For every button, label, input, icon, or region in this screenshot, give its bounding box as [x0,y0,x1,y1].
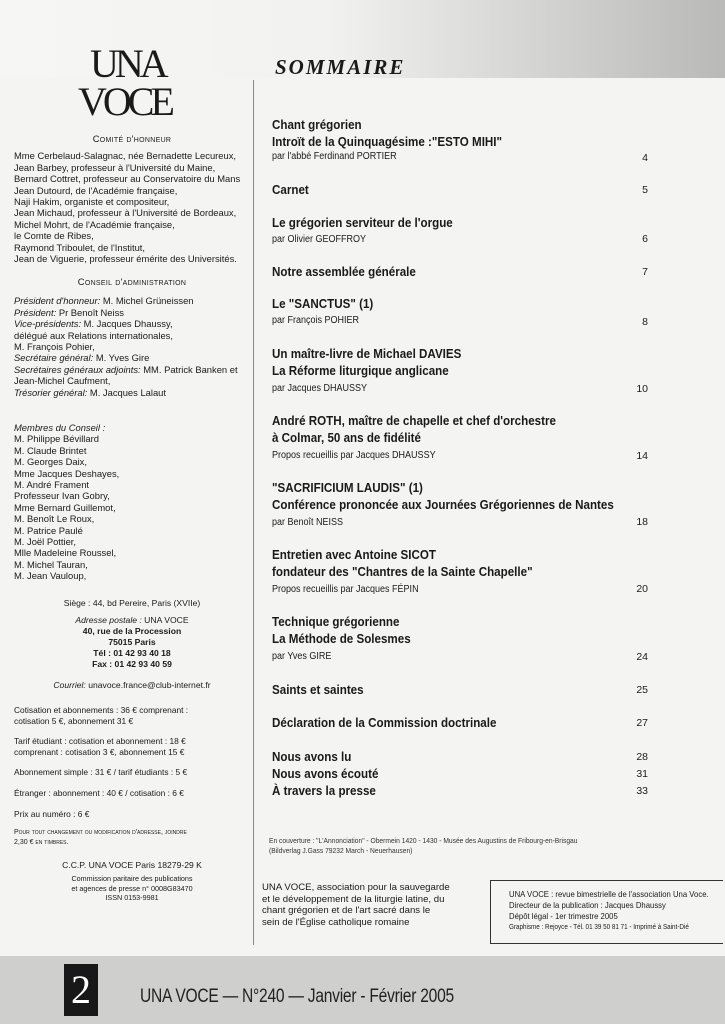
toc-entry-title: André ROTH, maître de chapelle et chef d'orchestre [272,413,556,428]
toc-entry-author: par Benoît NEISS [272,517,344,528]
conseil-line [14,330,250,341]
comite-member: Jean Dutourd, de l'Académie française, [14,184,178,196]
changement-line: Pour tout changement ou modification d'adresse, joindre [14,829,187,836]
association-line: sein de l'Église catholique romaine [262,916,410,928]
conseil-name: M. Jacques Lalaut [87,386,166,398]
toc-entry[interactable] [272,263,644,280]
email-line [14,680,250,691]
conseil-role: Président d'honneur: [14,295,101,307]
conseil-member: M. Georges Daix, [14,456,87,468]
comite-honneur [14,133,250,264]
conseil-line [14,352,250,363]
toc-entry-title: Technique grégorienne [272,614,400,629]
conseil-member: M. Benoît Le Roux, [14,513,95,525]
conseil-member: M. Claude Brintet [14,444,87,456]
toc-page-number: 10 [636,383,648,395]
tarif-line: Prix au numéro : 6 € [14,808,90,819]
toc-entry-author: par Jacques DHAUSSY [272,383,368,394]
comite-member: Bernard Cottret, professeur au Conservatoire du Mans [14,173,241,185]
cover-credit-line: (Bildverlag J.Gass 79232 March - Neuerhausen) [269,845,413,855]
conseil-member: M. Patrice Paulé [14,524,83,536]
association-line: et le développement de la liturgie latine, du [262,893,445,905]
toc-entry-title: Un maître-livre de Michael DAVIES [272,346,462,361]
toc-entry-title: "SACRIFICIUM LAUDIS" (1) [272,480,423,495]
comite-member: Naji Hakim, organiste et compositeur, [14,196,170,208]
conseil-role: Vice-présidents: [14,318,82,330]
ccp-block [14,860,250,903]
conseil-role: Trésorier général: [14,386,88,398]
toc-entry[interactable] [272,181,644,198]
comite-member: Michel Mohrt, de l'Académie française, [14,218,175,230]
toc-entry-title: La Méthode de Solesmes [272,631,411,646]
conseil-role: Secrétaire général: [14,352,94,364]
conseil-line [14,295,250,306]
toc-entry[interactable] [272,765,644,782]
email-address: unavoce.france@club-internet.fr [85,680,211,690]
toc-page-number: 24 [636,651,648,663]
toc-entry[interactable] [272,681,644,698]
toc-entry[interactable] [272,613,644,664]
commission-line: Commission paritaire des publications [71,874,193,883]
toc-entry-title: Nous avons lu [272,749,352,764]
commission-line: et agences de presse n° 0008G83470 [71,883,193,893]
postal-line: 75015 Paris [108,637,156,647]
comite-member: Raymond Triboulet, de l'Institut, [14,241,146,253]
toc-entry[interactable] [272,546,644,597]
conseil-role: Secrétaires généraux adjoints: [14,363,141,375]
toc-page-number: 7 [642,266,648,278]
ccp-account: C.C.P. UNA VOCE Paris 18279-29 K [62,860,202,870]
logo-line-voce: VOCE [78,79,171,124]
conseil-member: Mme Jacques Deshayes, [14,467,120,479]
cover-credit-line: En couverture : "L'Annonciation" - Obermein 1420 - 1430 - Musée des Augustins de Fribourg-en-Brisgau [269,836,578,845]
toc-entry-title: Conférence prononcée aux Journées Grégoriennes de Nantes [272,497,614,512]
conseil-line [14,364,250,375]
association-statement [262,882,480,928]
tarif-line: Cotisation et abonnements : 36 € comprenant : [14,705,189,715]
publication-info [509,889,709,933]
conseil-role: Président: [14,306,57,318]
comite-heading: Comité d'honneur [92,133,172,144]
publication-box [490,880,723,944]
comite-member: le Comte de Ribes, [14,230,94,242]
tarif-line: cotisation 5 €, abonnement 31 € [14,715,134,726]
column-divider [253,80,254,945]
toc-entry[interactable] [272,479,644,530]
conseil-name: Jean-Michel Caufment, [14,375,111,387]
conseil-heading: Conseil d'administration [77,276,187,287]
toc-entry[interactable] [272,748,644,765]
tarif-line: Tarif étudiant : cotisation et abonnement : 18 € [14,736,186,747]
conseil-name: M. François Pohier, [14,341,95,353]
toc-entry-title: Entretien avec Antoine SICOT [272,547,437,562]
toc-page-number: 4 [642,152,648,164]
toc-entry-author: Propos recueillis par Jacques FÉPIN [272,584,419,595]
toc-entry-title: À travers la presse [272,783,376,798]
toc-page-number: 5 [642,184,648,196]
conseil-member: M. André Frament [14,479,90,491]
postal-line: 40, rue de la Procession [82,626,182,636]
tarif-line: Étranger : abonnement : 40 € / cotisation : 6 € [14,787,184,798]
phone-number: Tél : 01 42 93 40 18 [93,648,171,658]
toc-page-number: 14 [636,450,648,462]
conseil-name: M. Jacques Dhaussy, [81,318,173,330]
toc-entry-title: Notre assemblée générale [272,264,416,279]
publication-line: Dépôt légal - 1er trimestre 2005 [509,911,618,921]
comite-member: Mme Cerbelaud-Salagnac, née Bernadette Lecureux, [14,150,237,162]
conseil-member: Mlle Madeleine Roussel, [14,547,117,559]
toc-page-number: 31 [636,768,648,780]
comite-member: Jean Barbey, professeur à l'Université du Maine, [14,161,216,173]
conseil-member: M. Michel Tauran, [14,558,88,570]
conseil-name: M. Michel Grüneissen [100,295,194,307]
conseil-line [14,375,250,386]
toc-entry-title: Introït de la Quinquagésime :"ESTO MIHI" [272,134,503,149]
toc-page-number: 28 [636,751,648,763]
toc-entry-title: fondateur des "Chantres de la Sainte Chapelle" [272,564,533,579]
conseil-member: M. Philippe Bévillard [14,433,99,445]
toc-page-number: 18 [636,516,648,528]
conseil-line [14,341,250,352]
toc-entry-title: Déclaration de la Commission doctrinale [272,715,497,730]
una-voce-logo [78,40,198,124]
toc-entry-author: par Yves GIRE [272,651,332,662]
siege-address: Siège : 44, bd Pereire, Paris (XVIIe) [63,598,201,608]
conseil-member: M. Jean Vauloup, [14,570,87,582]
postal-address [14,615,250,626]
conseil-name: MM. Patrick Banken et [140,363,238,375]
publication-line: Directeur de la publication : Jacques Dhaussy [509,900,666,910]
membres-heading: Membres du Conseil : [14,422,106,433]
membres-conseil [14,422,250,582]
changement-adresse [14,828,250,848]
toc-page-number: 20 [636,583,648,595]
conseil-line [14,307,250,318]
postal-label: Adresse postale : [75,615,142,625]
toc-page-number: 6 [642,233,648,245]
toc-page-number: 27 [636,717,648,729]
toc-entry[interactable] [272,116,644,164]
issn-line: ISSN 0153-9981 [105,893,159,903]
comite-member: Jean Michaud, professeur à l'Université de Bordeaux, [14,207,237,219]
conseil-line [14,387,250,398]
postal-name: UNA VOCE [141,615,189,625]
conseil-line [14,318,250,329]
conseil-member: Professeur Ivan Gobry, [14,490,110,502]
contact-block [14,598,250,691]
toc-entry-title: Saints et saintes [272,682,364,697]
conseil-administration [14,276,250,398]
conseil-name: délégué aux Relations internationales, [14,329,173,341]
association-line: chant grégorien et de l'art sacré dans le [262,905,431,917]
publication-line: UNA VOCE : revue bimestrielle de l'association Una Voce. [509,889,709,899]
publication-line: Graphisme : Rejoyce - Tél. 01 39 50 81 71 - Imprimé à Saint-Dié [509,924,689,931]
tarif-line: Abonnement simple : 31 € / tarif étudiants : 5 € [14,767,188,778]
conseil-name: Pr Benoît Neiss [56,306,124,318]
page-title: SOMMAIRE [275,55,406,79]
toc-entry[interactable] [272,345,644,396]
email-label: Courriel: [53,680,86,690]
toc-entry-title: Nous avons écouté [272,766,379,781]
toc-entry-title: à Colmar, 50 ans de fidélité [272,430,421,445]
toc-entry[interactable] [272,782,644,799]
cover-credit [269,836,577,855]
fax-number: Fax : 01 42 93 40 59 [92,659,172,669]
tarifs-block [14,705,250,819]
changement-line: 2,30 € en timbres. [14,839,69,846]
page-number: 2 [64,964,98,1016]
toc-entry[interactable] [272,714,644,731]
toc-entry-title: Carnet [272,182,309,197]
toc-entry-title: Le grégorien serviteur de l'orgue [272,215,453,230]
toc-page-number: 25 [636,684,648,696]
conseil-member: Mme Bernard Guillemot, [14,501,116,513]
toc-entry-author: par l'abbé Ferdinand PORTIER [272,151,397,162]
toc-page-number: 8 [642,316,648,328]
toc-entry-author: par Olivier GEOFFROY [272,234,367,245]
association-line: UNA VOCE, association pour la sauvegarde [262,882,450,893]
toc-entry-title: La Réforme liturgique anglicane [272,363,449,378]
toc-entry-title: Le "SANCTUS" (1) [272,296,374,311]
tarif-line: comprenant : cotisation 3 €, abonnement 15 € [14,746,185,757]
logo-line-una: UNA [90,41,165,86]
toc-entry[interactable] [272,295,644,328]
toc-entry-author: par François POHIER [272,315,360,326]
toc-entry[interactable] [272,214,644,247]
toc-entry-title: Chant grégorien [272,117,362,132]
toc-entry-author: Propos recueillis par Jacques DHAUSSY [272,450,436,461]
toc-entry[interactable] [272,412,644,463]
comite-member: Jean de Viguerie, professeur émérite des Universités. [14,253,237,265]
conseil-member: M. Joël Pottier, [14,536,77,548]
conseil-name: M. Yves Gire [93,352,150,364]
footer-issue-line: UNA VOCE — N°240 — Janvier - Février 2005 [140,986,454,1007]
toc-page-number: 33 [636,785,648,797]
